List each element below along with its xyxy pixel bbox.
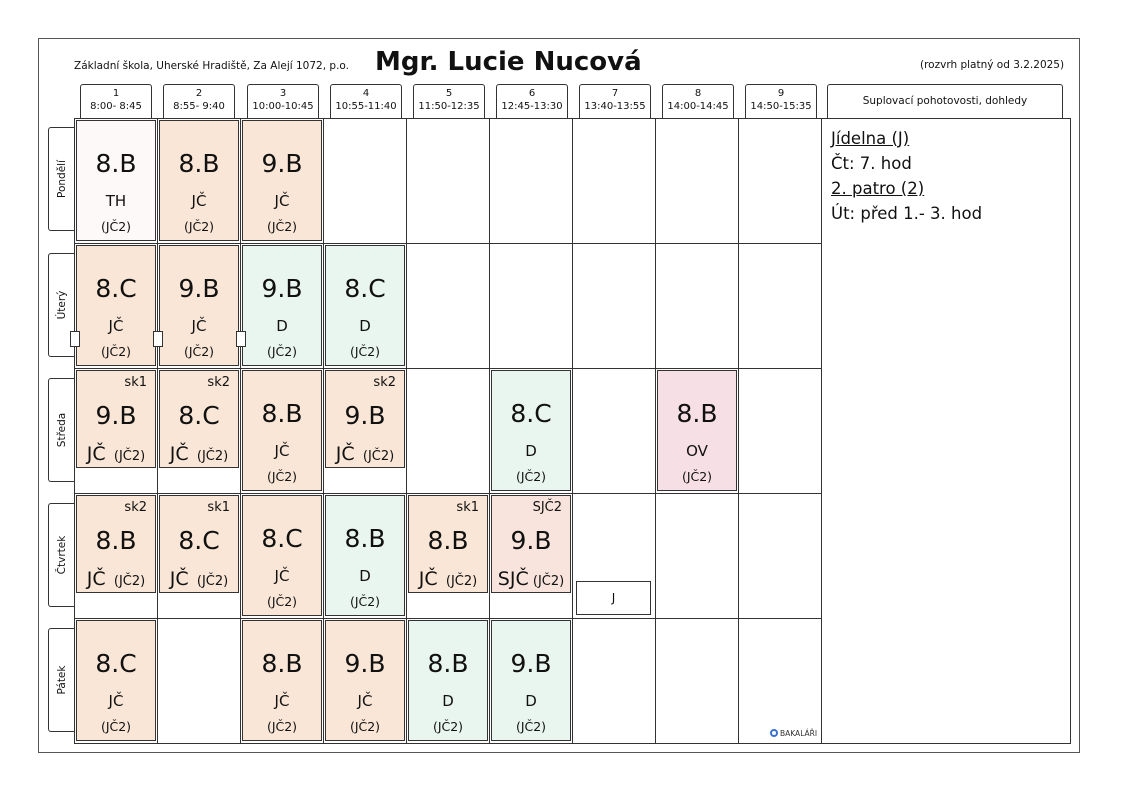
lesson-cell[interactable]: 8.B JČ (JČ2) <box>242 370 322 491</box>
lesson-cell[interactable]: 8.C JČ (JČ2) <box>76 620 156 741</box>
lesson-cell[interactable]: 8.B D (JČ2) <box>325 495 405 616</box>
supervision-marker <box>70 331 80 347</box>
period-header-1: 1 8:00- 8:45 <box>80 84 152 118</box>
lesson-cell[interactable]: sk2 9.B JČ (JČ2) <box>325 370 405 468</box>
supervision-header: Suplovací pohotovosti, dohledy <box>827 84 1063 118</box>
lesson-cell[interactable]: sk2 8.B JČ (JČ2) <box>76 495 156 593</box>
period-header-9: 9 14:50-15:35 <box>745 84 817 118</box>
lesson-cell[interactable]: 9.B D (JČ2) <box>242 245 322 366</box>
supervision-marker <box>153 331 163 347</box>
supervision-list <box>831 126 982 226</box>
lesson-cell[interactable]: 8.C D (JČ2) <box>491 370 571 491</box>
period-header-3: 3 10:00-10:45 <box>247 84 319 118</box>
bakalari-logo: BAKALÁŘI <box>770 729 817 738</box>
lesson-cell[interactable]: 8.B TH (JČ2) <box>76 120 156 241</box>
validity-note: (rozvrh platný od 3.2.2025) <box>920 59 1065 71</box>
lesson-cell[interactable]: 9.B JČ (JČ2) <box>242 120 322 241</box>
logo-icon <box>770 729 778 737</box>
lesson-cell[interactable]: sk1 9.B JČ (JČ2) <box>76 370 156 468</box>
supervision-location: 2. patro (2) <box>831 179 925 198</box>
period-header-2: 2 8:55- 9:40 <box>163 84 235 118</box>
lesson-cell[interactable]: 8.B D (JČ2) <box>408 620 488 741</box>
lesson-cell[interactable]: sk2 8.C JČ (JČ2) <box>159 370 239 468</box>
lesson-cell[interactable]: 9.B D (JČ2) <box>491 620 571 741</box>
lesson-cell[interactable]: 9.B JČ (JČ2) <box>159 245 239 366</box>
day-label-monday: Pondělí <box>48 127 74 231</box>
lesson-cell[interactable]: 8.C JČ (JČ2) <box>76 245 156 366</box>
period-header-8: 8 14:00-14:45 <box>662 84 734 118</box>
lesson-cell[interactable]: SJČ2 9.B SJČ (JČ2) <box>491 495 571 593</box>
page-title: Mgr. Lucie Nucová <box>375 47 642 77</box>
school-name: Základní škola, Uherské Hradiště, Za Alejí 1072, p.o. <box>74 60 349 72</box>
day-label-tuesday: Úterý <box>48 253 74 357</box>
lesson-cell[interactable]: 8.B JČ (JČ2) <box>159 120 239 241</box>
period-header-5: 5 11:50-12:35 <box>413 84 485 118</box>
supervision-time: Út: před 1.- 3. hod <box>831 204 983 223</box>
day-label-friday: Pátek <box>48 628 74 732</box>
period-header-6: 6 12:45-13:30 <box>496 84 568 118</box>
supervision-marker <box>236 331 246 347</box>
lesson-cell[interactable]: sk1 8.C JČ (JČ2) <box>159 495 239 593</box>
period-header-7: 7 13:40-13:55 <box>579 84 651 118</box>
lesson-cell[interactable]: 8.C JČ (JČ2) <box>242 495 322 616</box>
duty-marker[interactable]: J <box>576 581 651 615</box>
lesson-cell[interactable]: 8.C D (JČ2) <box>325 245 405 366</box>
lesson-cell[interactable]: 8.B OV (JČ2) <box>657 370 737 491</box>
lesson-cell[interactable]: 9.B JČ (JČ2) <box>325 620 405 741</box>
period-header-4: 4 10:55-11:40 <box>330 84 402 118</box>
lesson-cell[interactable]: sk1 8.B JČ (JČ2) <box>408 495 488 593</box>
supervision-time: Čt: 7. hod <box>831 154 912 173</box>
lesson-cell[interactable]: 8.B JČ (JČ2) <box>242 620 322 741</box>
day-label-wednesday: Středa <box>48 378 74 482</box>
day-label-thursday: Čtvrtek <box>48 503 74 607</box>
supervision-location: Jídelna (J) <box>831 129 910 148</box>
